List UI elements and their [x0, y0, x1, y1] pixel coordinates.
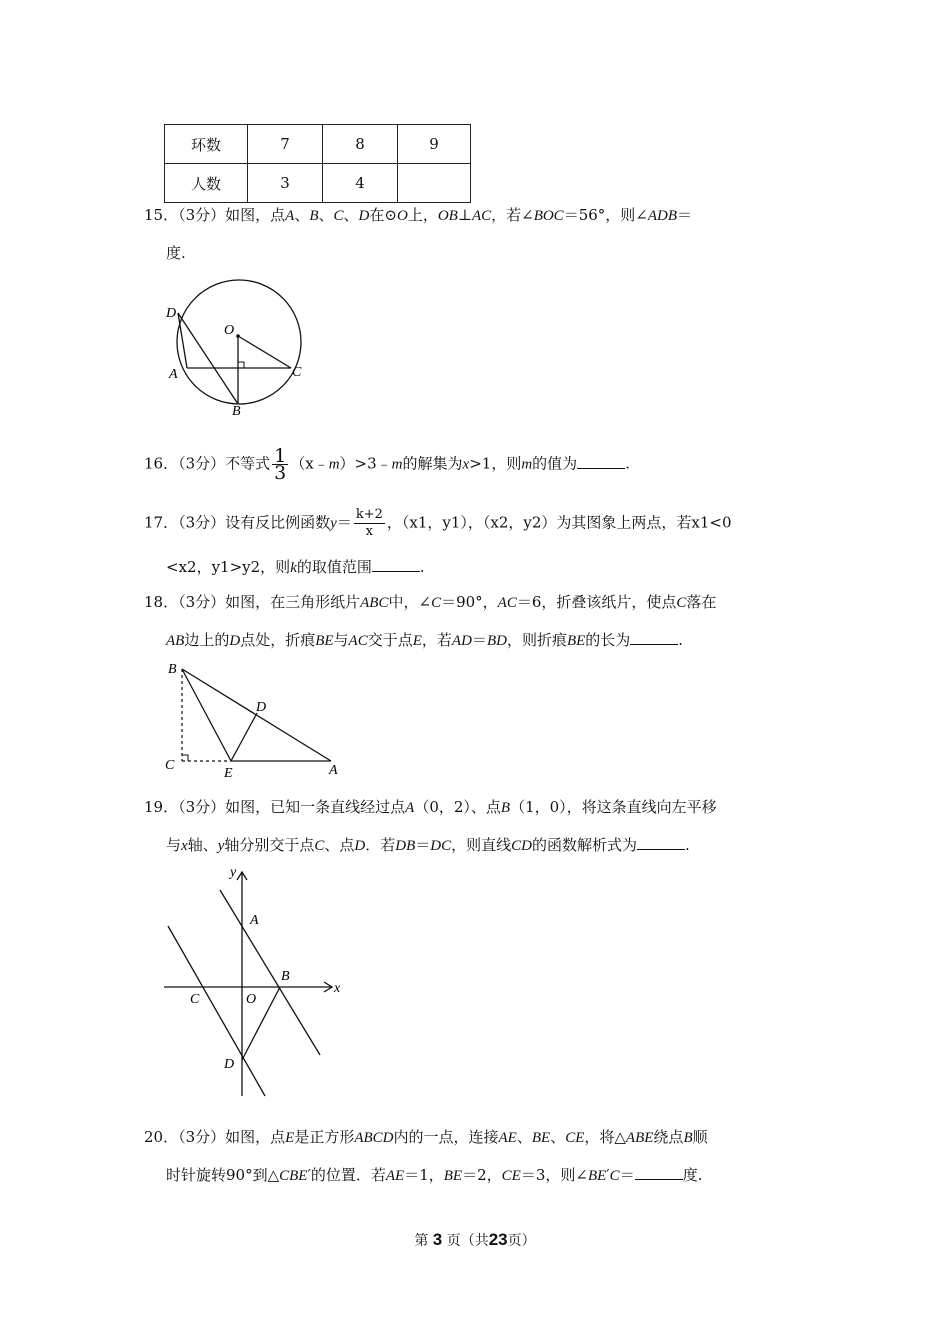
question-16: 16．（3分）不等式 $\frac{1}{3}$ （x﹣m）>3﹣m的解集为x>1，则m的值为 .: [144, 445, 630, 484]
label-a: A: [250, 913, 259, 928]
table-cell: 7: [248, 125, 323, 164]
question-18-cont: AB边上的D点处，折痕BE与AC交于点E，若AD＝BD，则折痕BE的长为 .: [166, 631, 684, 649]
question-18: 18．（3分）如图，在三角形纸片ABC中，∠C＝90°，AC＝6，折叠该纸片，使点C落在: [144, 593, 717, 611]
page-footer: 第 3 页（共23页）: [414, 1230, 536, 1249]
score-table: [164, 124, 471, 203]
label-c: C: [292, 365, 302, 380]
label-x: x: [334, 981, 341, 996]
label-d: D: [166, 306, 177, 321]
table-cell: 8: [323, 125, 398, 164]
label-c: C: [190, 992, 200, 1007]
label-b: B: [168, 662, 177, 677]
question-17-cont: <x2，y1>y2，则k的取值范围 .: [166, 558, 425, 576]
figure-18: [160, 655, 360, 780]
label-a: A: [329, 763, 338, 778]
label-d: D: [256, 700, 267, 715]
question-17: 17．（3分）设有反比例函数y＝ $\frac{k+2}{x}$ ，（x1，y1），（x2，y2）为其图象上两点，若x1<0: [144, 507, 732, 539]
question-20-cont: 时针旋转90°到△CBE′的位置．若AE＝1，BE＝2，CE＝3，则∠BE′C＝ 度.: [166, 1166, 703, 1184]
question-15: 15．（3分）如图，点A、B、C、D在⊙O上，OB⊥AC，若∠BOC＝56°，则∠ADB＝: [144, 206, 693, 224]
label-a: A: [169, 367, 178, 382]
label-o: O: [224, 323, 235, 338]
label-d: D: [224, 1057, 235, 1072]
table-cell: 人数: [165, 164, 248, 203]
table-cell: 环数: [165, 125, 248, 164]
label-y: y: [230, 865, 237, 880]
figure-15: [160, 265, 310, 420]
question-19-cont: 与x轴、y轴分别交于点C、点D．若DB＝DC，则直线CD的函数解析式为 .: [166, 836, 690, 854]
table-row: [165, 164, 471, 203]
table-cell: 3: [248, 164, 323, 203]
question-20: 20．（3分）如图，点E是正方形ABCD内的一点，连接AE、BE、CE，将△ABE绕点B顺: [144, 1128, 708, 1146]
table-cell: 4: [323, 164, 398, 203]
table-cell: [398, 164, 471, 203]
question-19: 19．（3分）如图，已知一条直线经过点A（0，2）、点B（1，0），将这条直线向左平移: [144, 798, 717, 816]
question-15-cont: 度.: [166, 244, 186, 262]
label-o: O: [246, 992, 257, 1007]
table-cell: 9: [398, 125, 471, 164]
figure-19: [160, 860, 355, 1100]
table-row: [165, 125, 471, 164]
label-e: E: [224, 766, 233, 780]
label-b: B: [281, 969, 290, 984]
label-b: B: [232, 404, 241, 419]
label-c: C: [165, 758, 175, 773]
